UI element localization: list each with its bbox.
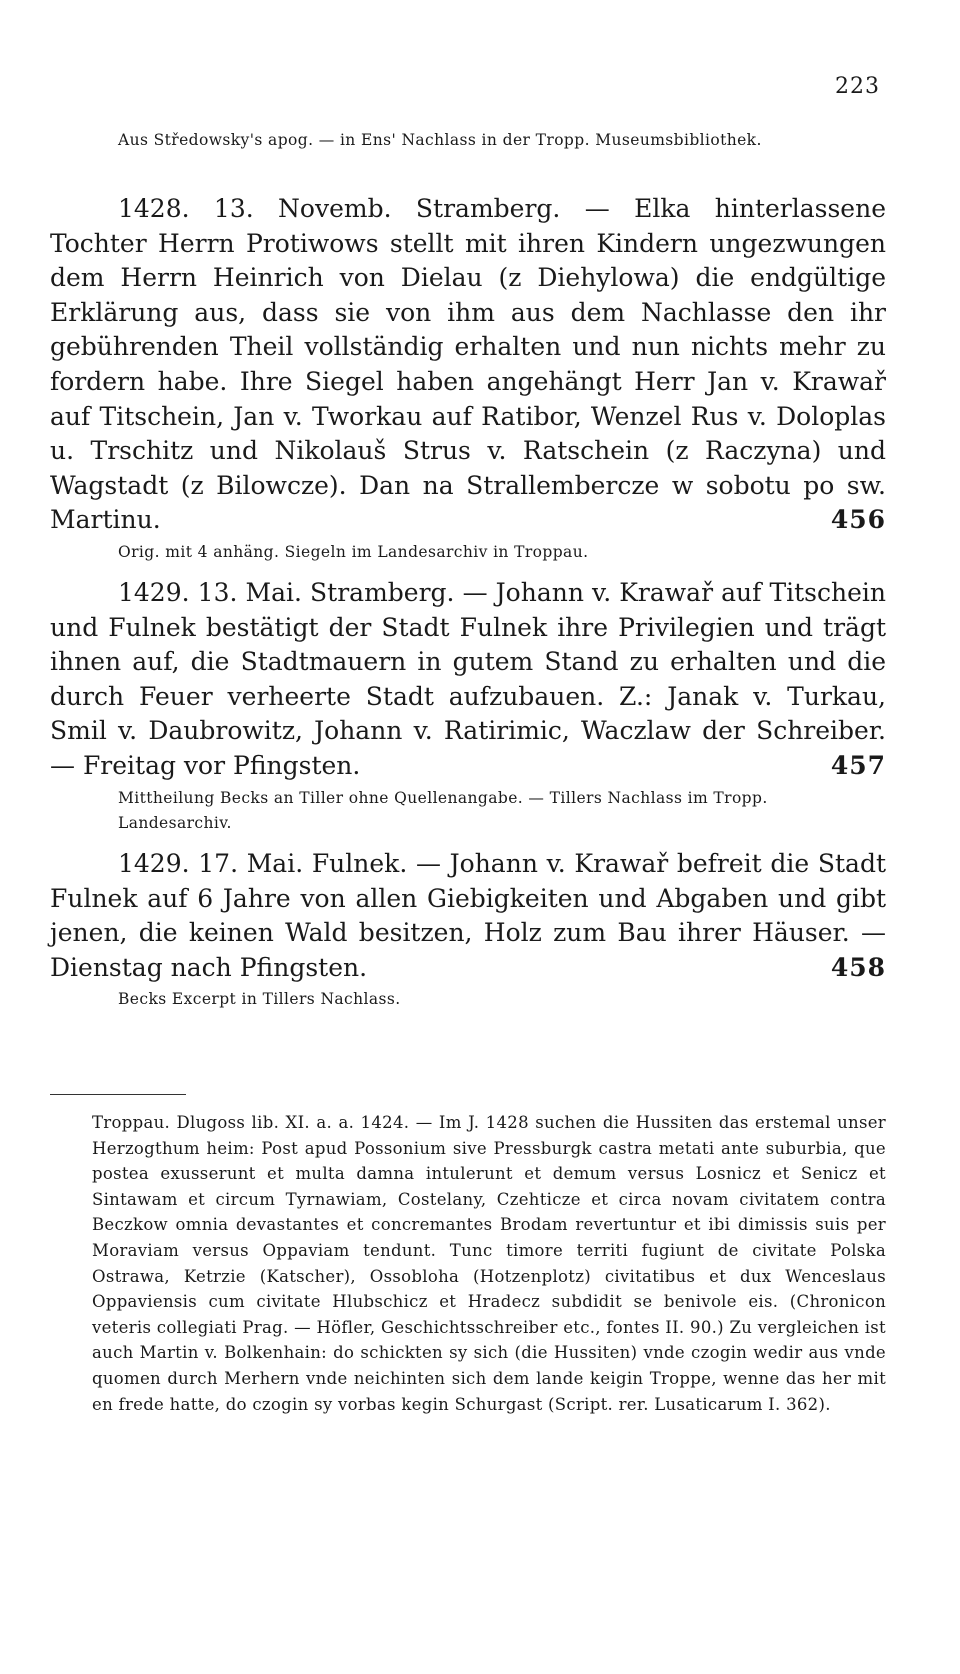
footnote-divider: [50, 1094, 186, 1095]
footnote-text: Troppau. Dlugoss lib. XI. a. a. 1424. — Im J. 1428 suchen die Hussiten das erstemal unser Herzogthum heim: Post apud Possonium sive Pressburgk castra metati ante suburbia, que postea exusserunt et multa damna intulerunt et demum versus Losnicz et Senicz et Sintawam et circum Tyrnawiam, Costelany, Czehticze et circa novam civitatem contra Beczkow omnia devastantes et concremantes Brodam revertuntur et ibi dimissis suis per Moraviam versus Oppaviam tendunt. Tunc timore territi fugiunt de civitate Polska Ostrawa, Ketrzie (Katscher), Ossobloha (Hotzenplotz) civitatibus et dux Wenceslaus Oppaviensis cum civitate Hlubschicz et Hradecz subdidit se benivole eis. (Chronicon veteris collegiati Prag. — Höfler, Geschichtsschreiber etc., fontes II. 90.) Zu vergleichen ist auch Martin v. Bolkenhain: do schickten sy sich (die Hussiten) vnde czogin wedir aus vnde quomen durch Merhern vnde neichinten sich dem lande keigin Troppe, wenne das her mit en frede hatte, do czogin sy vorbas kegin Schurgast (Script. rer. Lusaticarum I. 362).: [92, 1113, 886, 1414]
document-page: [50, 0, 886, 1674]
entry-body: 1429. 17. Mai. Fulnek. — Johann v. Krawař befreit die Stadt Fulnek auf 6 Jahre von allen Giebigkeiten und Abgaben und gibt jenen, die keinen Wald besitzen, Holz zum Bau ihrer Häuser. — Dienstag nach Pfingsten.: [50, 849, 886, 982]
entry-source-note: Orig. mit 4 anhäng. Siegeln im Landesarchiv in Troppau.: [118, 542, 589, 561]
entry-number: 457: [830, 750, 886, 780]
entry-text: [50, 192, 886, 538]
entry-457: [50, 576, 886, 836]
entry-source-note: Becks Excerpt in Tillers Nachlass.: [118, 990, 401, 1009]
entry-number: 456: [830, 505, 886, 535]
intro-note: [50, 128, 886, 153]
entry-body: 1428. 13. Novemb. Stramberg. — Elka hinterlassene Tochter Herrn Protiwows stellt mit ihren Kindern ungezwungen dem Herrn Heinrich von Dielau (z Diehylowa) die endgültige Erklärung aus, dass sie von ihm aus dem Nachlasse den ihr gebührenden Theil vollständig erhalten und nun nichts mehr zu fordern habe. Ihre Siegel haben angehängt Herr Jan v. Krawař auf Titschein, Jan v. Tworkau auf Ratibor, Wenzel Rus v. Doloplas u. Trschitz und Nikolauš Strus v. Ratschein (z Raczyna) und Wagstadt (z Bilowcze). Dan na Strallembercze w sobotu po sw. Martinu.: [50, 194, 886, 535]
entry-number: 458: [830, 952, 886, 982]
page-number: 223: [835, 74, 880, 99]
entry-text: [50, 847, 886, 985]
entry-source-note: Mittheilung Becks an Tiller ohne Quellenangabe. — Tillers Nachlass im Tropp. Landesarchiv.: [118, 788, 768, 832]
entry-body: 1429. 13. Mai. Stramberg. — Johann v. Krawař auf Titschein und Fulnek bestätigt der Stadt Fulnek ihre Privilegien und trägt ihnen auf, die Stadtmauern in gutem Stand zu erhalten und die durch Feuer verheerte Stadt aufzubauen. Z.: Janak v. Turkau, Smil v. Daubrowitz, Johann v. Ratirimic, Waczlaw der Schreiber. — Freitag vor Pfingsten.: [50, 578, 886, 780]
footnote: [50, 1110, 886, 1417]
entry-456: [50, 192, 886, 565]
entry-458: [50, 847, 886, 1012]
intro-note-text: Aus Středowsky's apog. — in Ens' Nachlass in der Tropp. Museumsbibliothek.: [118, 131, 762, 149]
entry-text: [50, 576, 886, 784]
